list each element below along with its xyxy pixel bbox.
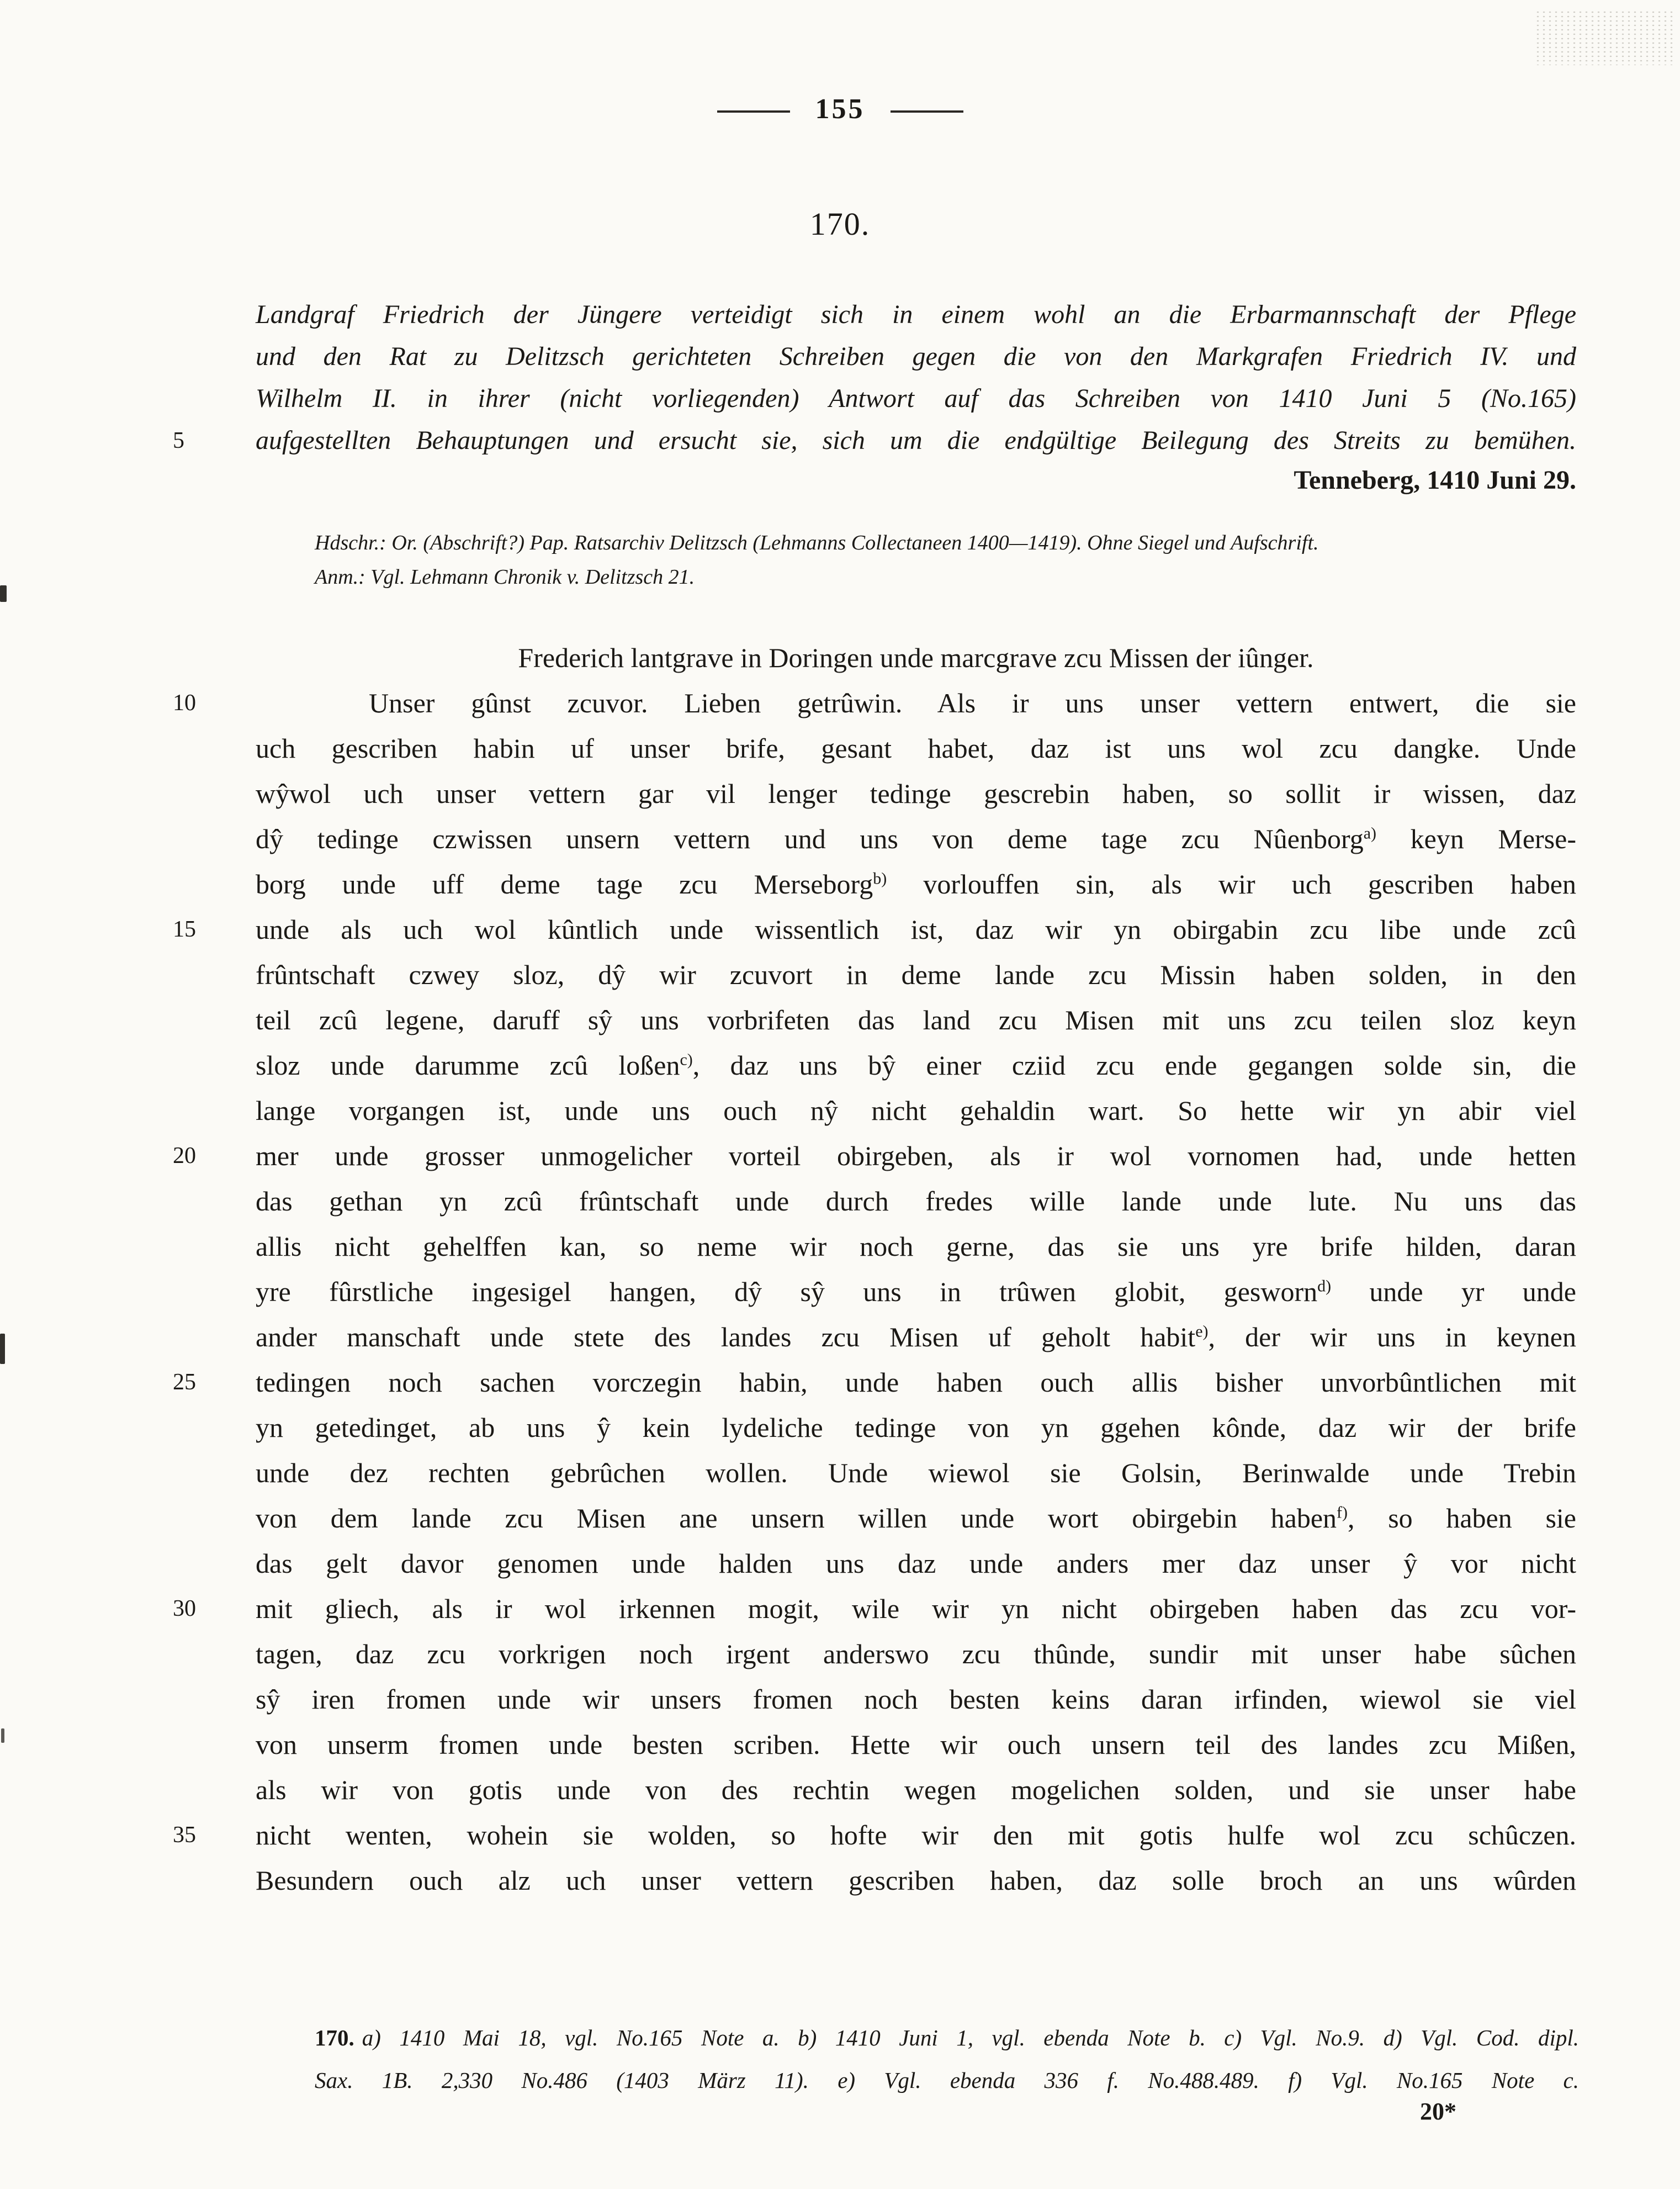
letter-line-text: wŷwol uch unser vettern gar vil lenger tedinge gescrebin haben, so sollit ir wissen, daz [256,778,1576,809]
margin-line-number: 5 [173,428,184,453]
running-head [0,93,1680,125]
letter-line-text: tagen, daz zcu vorkrigen noch irgent anderswo zcu thûnde, sundir mit unser habe sûchen [256,1638,1576,1669]
letter-line-text: ander manschaft unde stete des landes zcu Misen uf geholt habit$^{e)}$, der wir uns in keynen [256,1321,1576,1352]
printer-signature-mark: 20* [1420,2098,1456,2125]
summary-line [256,378,1576,420]
letter-line [256,1858,1576,1903]
letter-line [256,861,1576,907]
letter-line-text: uch gescriben habin uf unser brife, gesant habet, daz ist uns wol zcu dangke. Unde [256,733,1576,764]
letter-line-text: als wir von gotis unde von des rechtin wegen mogelichen solden, und sie unser habe [256,1774,1576,1805]
letter-line [173,1586,1576,1631]
scan-edge-mark [1,1728,4,1743]
letter-line-text: das gelt davor genomen unde halden uns daz unde anders mer daz unser ŷ vor nicht [256,1548,1576,1579]
letter-line-text: mit gliech, als ir wol irkennen mogit, wile wir yn nicht obirgeben haben das zcu vor- [256,1593,1576,1624]
letter-line-text: das gethan yn zcû frûntschaft unde durch fredes wille lande unde lute. Nu uns das [256,1186,1576,1217]
letter-line-text: dŷ tedinge czwissen unsern vettern und uns von deme tage zcu Nûenborg$^{a)}$ keyn Merse- [256,823,1576,854]
letter-line-text: unde dez rechten gebrûchen wollen. Unde wiewol sie Golsin, Berinwalde unde Trebin [256,1457,1576,1488]
letter-line [256,1314,1576,1360]
letter-line [256,726,1576,771]
source-note-line: Hdschr.: Or. (Abschrift?) Pap. Ratsarchiv Delitzsch (Lehmanns Collectaneen 1400—1419). Ohne Siegel und Aufschrift. [315,531,1319,554]
letter-line [256,771,1576,816]
footnotes [315,2017,1579,2102]
margin-line-number: 20 [173,1143,196,1168]
letter-line-text: lange vorgangen ist, unde uns ouch nŷ nicht gehaldin wart. So hette wir yn abir viel [256,1095,1576,1126]
summary-line-text: Landgraf Friedrich der Jüngere verteidigt sich in einem wohl an die Erbarmannschaft der Pflege [256,300,1576,329]
letter-line [173,680,1576,726]
letter-line [173,1360,1576,1405]
letter-line [256,1722,1576,1767]
letter-line-text: sloz unde darumme zcû loßen$^{c)}$, daz uns bŷ einer cziid zcu ende gegangen solde sin, die [256,1050,1576,1081]
summary-line-text: aufgestellten Behauptungen und ersucht sie, sich um die endgültige Beilegung des Streits zu bemühen. [256,426,1576,455]
letter-line-text: borg unde uff deme tage zcu Merseborg$^{b)}$ vorlouffen sin, als wir uch gescriben haben [256,869,1576,900]
letter-line-text: frûntschaft czwey sloz, dŷ wir zcuvort in deme lande zcu Missin haben solden, in den [256,959,1576,990]
letter-line-text: von unserm fromen unde besten scriben. Hette wir ouch unsern teil des landes zcu Mißen, [256,1729,1576,1760]
letter-line-text: mer unde grosser unmogelicher vorteil obirgeben, als ir wol vornomen had, unde hetten [256,1140,1576,1171]
letter-line-text: sŷ iren fromen unde wir unsers fromen noch besten keins daran irfinden, wiewol sie viel [256,1684,1576,1715]
margin-line-number: 15 [173,917,196,942]
letter-line [256,1631,1576,1677]
letter-line-text: Frederich lantgrave in Doringen unde marcgrave zcu Missen der iûnger. [518,642,1314,673]
summary-line-text: und den Rat zu Delitzsch gerichteten Schreiben gegen die von den Markgrafen Friedrich IV. und [256,342,1576,371]
page-number: 155 [815,93,865,125]
letter-line [256,952,1576,997]
head-rule-right-icon [891,110,963,113]
summary-line-text: Wilhelm II. in ihrer (nicht vorliegenden) Antwort auf das Schreiben von 1410 Juni 5 (No.165) [256,384,1576,413]
footnote-entry-number: 170. [315,2025,354,2050]
summary-line [256,336,1576,378]
letter-line-text: Besundern ouch alz uch unser vettern gescriben haben, daz solle broch an uns wûrden [256,1865,1576,1896]
summary-line [173,420,1576,462]
scan-edge-mark [0,585,7,602]
scan-edge-mark [0,1334,5,1364]
letter-line [256,1495,1576,1541]
head-rule-left-icon [717,110,790,113]
letter-line [256,997,1576,1043]
charter-number-heading: 170. [809,206,871,242]
letter-line [256,1450,1576,1495]
letter-line [256,1677,1576,1722]
letter-line-text: von dem lande zcu Misen ane unsern willen unde wort obirgebin haben$^{f)}$, so haben sie [256,1503,1576,1534]
letter-line [173,1812,1576,1858]
scan-noise-artifact [1535,10,1673,65]
letter-line-text: yre fûrstliche ingesigel hangen, dŷ sŷ uns in trûwen globit, gesworn$^{d)}$ unde yr unde [256,1276,1576,1307]
letter-line [256,1405,1576,1450]
letter-line [256,816,1576,861]
letter-line-text: yn getedinget, ab uns ŷ kein lydeliche tedinge von yn ggehen kônde, daz wir der brife [256,1412,1576,1443]
footnote-line: Sax. 1B. 2,330 No.486 (1403 März 11). e) Vgl. ebenda 336 f. No.488.489. f) Vgl. No.165 Note c. [315,2068,1579,2093]
letter-line [173,907,1576,952]
margin-line-number: 25 [173,1370,196,1395]
letter-line [256,635,1576,680]
letter-line [256,1269,1576,1314]
letter-line [256,1178,1576,1224]
footnote-line [315,2017,1579,2059]
letter-line-text: Unser gûnst zcuvor. Lieben getrûwin. Als ir uns unser vettern entwert, die sie [369,688,1576,718]
letter-line [256,1043,1576,1088]
letter-text [173,635,1576,1903]
letter-line [173,1133,1576,1178]
letter-line [256,1088,1576,1133]
summary-line [256,294,1576,336]
letter-line-text: allis nicht gehelffen kan, so neme wir noch gerne, das sie uns yre brife hilden, daran [256,1231,1576,1262]
source-note-line: Anm.: Vgl. Lehmann Chronik v. Delitzsch 21. [315,565,695,589]
letter-line-text: tedingen noch sachen vorczegin habin, unde haben ouch allis bisher unvorbûntlichen mit [256,1367,1576,1398]
source-apparatus [315,526,1579,594]
letter-line-text: nicht wenten, wohein sie wolden, so hofte wir den mit gotis hulfe wol zcu schûczen. [256,1820,1576,1850]
letter-line-text: teil zcû legene, daruff sŷ uns vorbrifeten das land zcu Misen mit uns zcu teilen sloz keyn [256,1004,1576,1035]
regest-summary [173,294,1576,462]
margin-line-number: 30 [173,1596,196,1621]
place-date-line: Tenneberg, 1410 Juni 29. [1294,466,1576,495]
footnote-text: a) 1410 Mai 18, vgl. No.165 Note a. b) 1410 Juni 1, vgl. ebenda Note b. c) Vgl. No.9. d) Vgl. Cod. dipl. [362,2025,1579,2050]
letter-line [256,1224,1576,1269]
letter-line [256,1767,1576,1812]
margin-line-number: 35 [173,1822,196,1848]
letter-line [256,1541,1576,1586]
letter-line-text: unde als uch wol kûntlich unde wissentlich ist, daz wir yn obirgabin zcu libe unde zcû [256,914,1576,945]
margin-line-number: 10 [173,690,196,716]
